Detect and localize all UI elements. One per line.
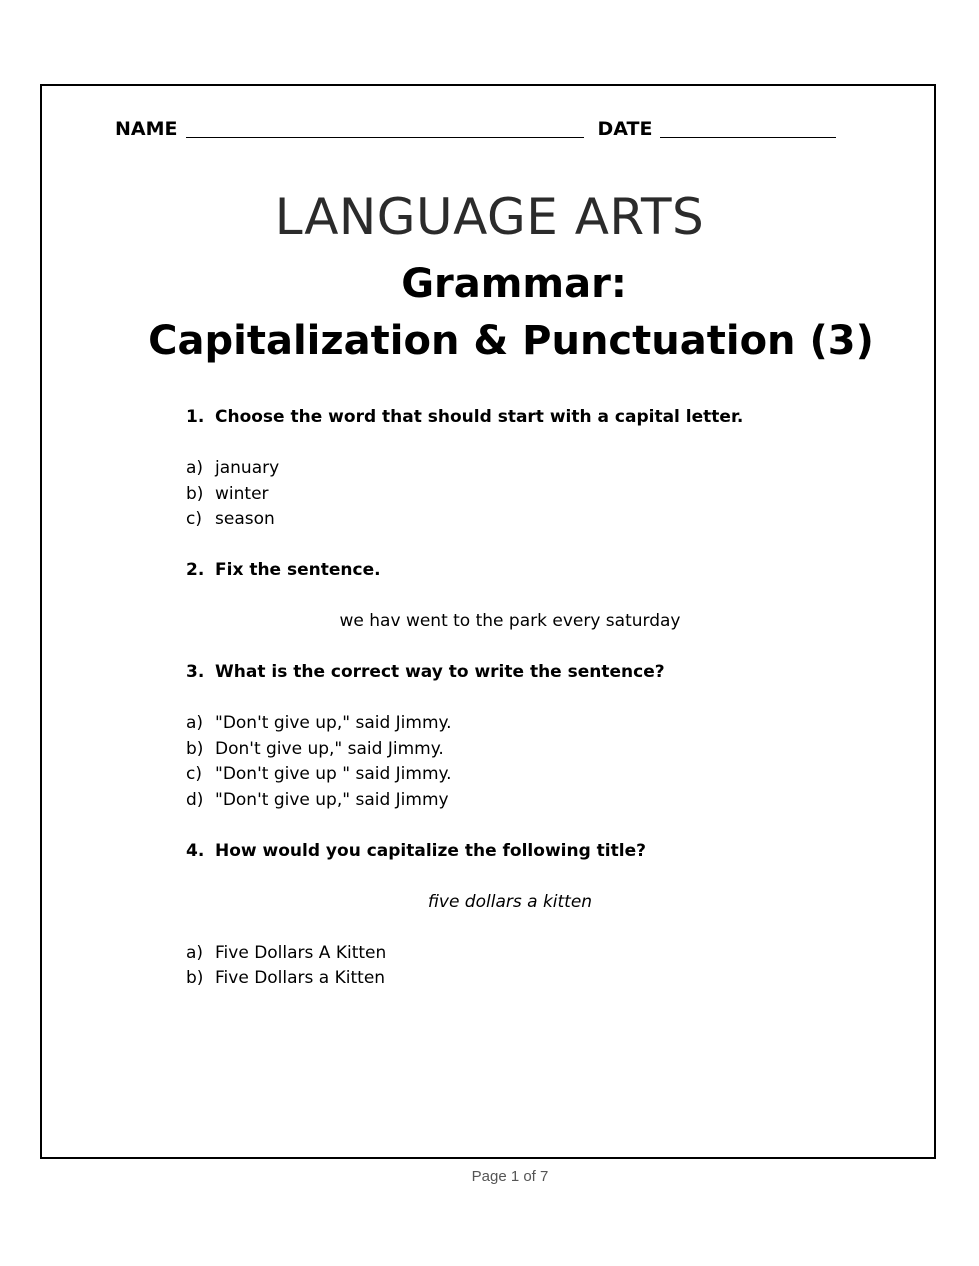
name-label: NAME [115,118,178,140]
question-text: Fix the sentence. [215,560,381,580]
question-number: 1. [186,407,205,427]
question-2-sentence: we hav went to the park every saturday [339,611,681,631]
option-letter: b) [186,968,204,988]
option-letter: c) [186,509,202,529]
question-3-option-d[interactable] [186,790,449,810]
question-1 [186,407,743,427]
option-letter: d) [186,790,204,810]
option-letter: a) [186,458,204,478]
question-3 [186,662,665,682]
question-number: 2. [186,560,205,580]
question-3-option-c[interactable] [186,764,452,784]
option-text: Five Dollars A Kitten [215,943,387,963]
question-1-option-a[interactable] [186,458,279,478]
question-3-option-b[interactable] [186,739,444,759]
question-1-option-c[interactable] [186,509,275,529]
page-title: LANGUAGE ARTS [274,188,705,246]
option-text: "Don't give up," said Jimmy. [215,713,452,733]
option-letter: c) [186,764,202,784]
option-text: season [215,509,275,529]
subtitle-topic: Capitalization & Punctuation (3) [148,318,874,364]
question-4-title: five dollars a kitten [427,892,593,912]
option-text: january [215,458,280,478]
question-1-option-b[interactable] [186,484,269,504]
option-letter: a) [186,713,204,733]
option-text: winter [215,484,269,504]
name-blank-line[interactable] [186,136,584,138]
option-text: Don't give up," said Jimmy. [215,739,444,759]
option-letter: a) [186,943,204,963]
question-3-option-a[interactable] [186,713,452,733]
question-number: 3. [186,662,205,682]
question-text: How would you capitalize the following title? [215,841,646,861]
question-text: What is the correct way to write the sentence? [215,662,665,682]
question-number: 4. [186,841,205,861]
date-blank-line[interactable] [660,136,836,138]
option-text: "Don't give up," said Jimmy [215,790,449,810]
option-text: Five Dollars a Kitten [215,968,386,988]
question-text: Choose the word that should start with a capital letter. [215,407,744,427]
subtitle-grammar: Grammar: [401,261,627,307]
option-letter: b) [186,739,204,759]
name-date-row [115,118,836,140]
page-number: Page 1 of 7 [471,1168,549,1185]
question-4-option-b[interactable] [186,968,385,988]
question-4 [186,841,646,861]
option-text: "Don't give up " said Jimmy. [215,764,452,784]
date-label: DATE [597,118,653,140]
option-letter: b) [186,484,204,504]
question-4-option-a[interactable] [186,943,386,963]
question-2 [186,560,381,580]
